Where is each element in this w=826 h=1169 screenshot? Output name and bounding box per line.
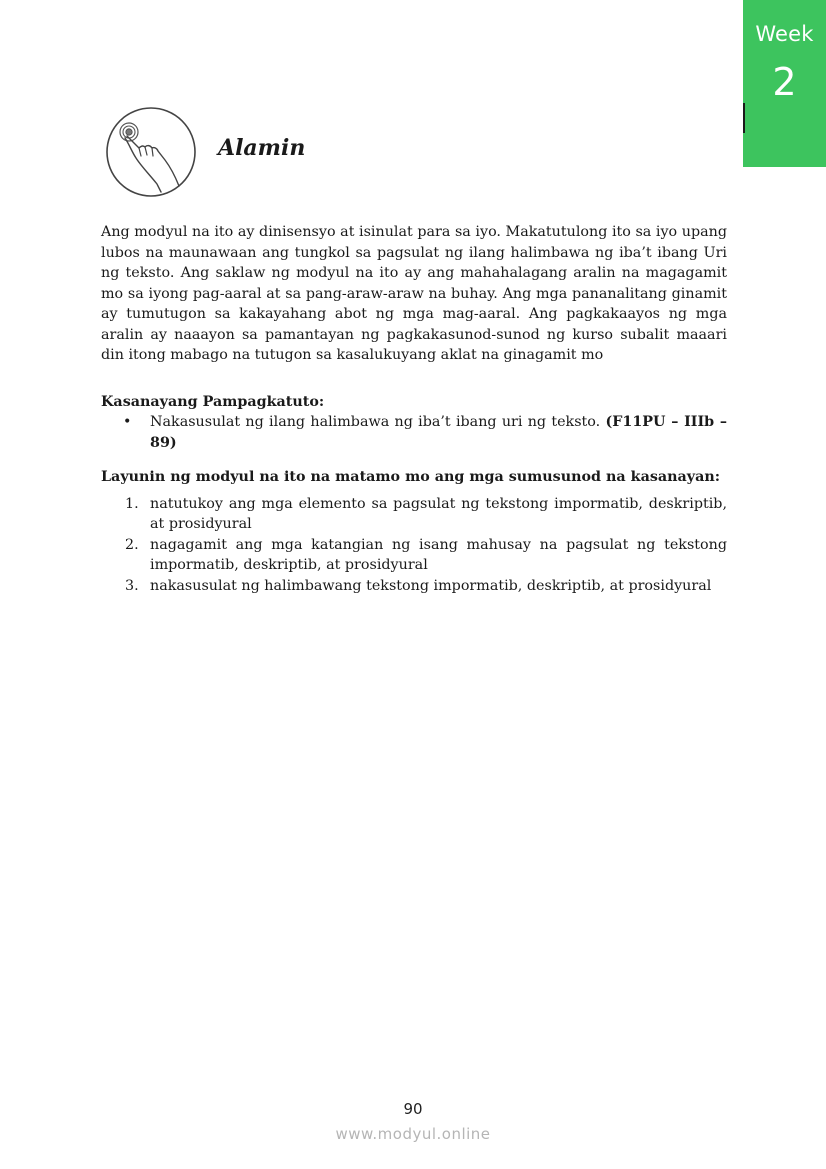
item-number: 1. [125, 495, 139, 512]
list-item [101, 535, 727, 576]
tab-divider [743, 103, 745, 133]
page-number: 90 [403, 1100, 423, 1118]
list-item [101, 494, 727, 535]
objectives-heading: Layunin ng modyul na ito na matamo mo ang mga sumusunod na kasanayan: [101, 469, 721, 485]
item-number: 3. [125, 577, 139, 594]
item-number: 2. [125, 536, 139, 553]
objectives-list [101, 494, 727, 597]
hand-pointer-icon [105, 106, 197, 198]
item-text: nakasusulat ng halimbawang tekstong impormatib, deskriptib, at prosidyural [150, 577, 712, 594]
competency-list [101, 412, 727, 453]
list-item [101, 576, 727, 597]
list-item [101, 412, 727, 453]
week-tab [743, 0, 826, 167]
week-number: 2 [772, 60, 797, 104]
bullet-icon: • [123, 414, 132, 430]
item-text: natutukoy ang mga elemento sa pagsulat ng tekstong impormatib, deskriptib, at prosidyural [150, 495, 727, 532]
item-text: nagagamit ang mga katangian ng isang mahusay na pagsulat ng tekstong impormatib, deskriptib, at prosidyural [150, 536, 727, 573]
intro-paragraph: Ang modyul na ito ay dinisensyo at isinulat para sa iyo. Makatutulong ito sa iyo upang lubos na maunawaan ang tungkol sa pagsulat ng ilang halimbawa ng iba’t ibang Uri ng teksto. Ang saklaw ng modyul na ito ay ang mahahalagang aralin na magagamit mo sa iyong pag-aaral at sa pang-araw-araw na buhay. Ang mga pananalitang ginamit ay tumutugon sa kakayahang abot ng mga mag-aaral. Ang pagkakaayos ng mga aralin ay naaayon sa pamantayan ng pagkakasunod-sunod ng kurso subalit maaari din itong mabago na tutugon sa kasalukuyang aklat na ginagamit mo [101, 224, 727, 363]
section-title: Alamin [218, 135, 306, 161]
module-content [101, 222, 727, 596]
competency-text: Nakasusulat ng ilang halimbawa ng iba’t ibang uri ng teksto. [150, 414, 601, 430]
competency-code: (F11PU – IIIb – 89) [150, 414, 727, 451]
watermark: www.modyul.online [335, 1125, 491, 1143]
week-label: Week [755, 22, 814, 46]
competency-heading: Kasanayang Pampagkatuto: [101, 393, 325, 410]
